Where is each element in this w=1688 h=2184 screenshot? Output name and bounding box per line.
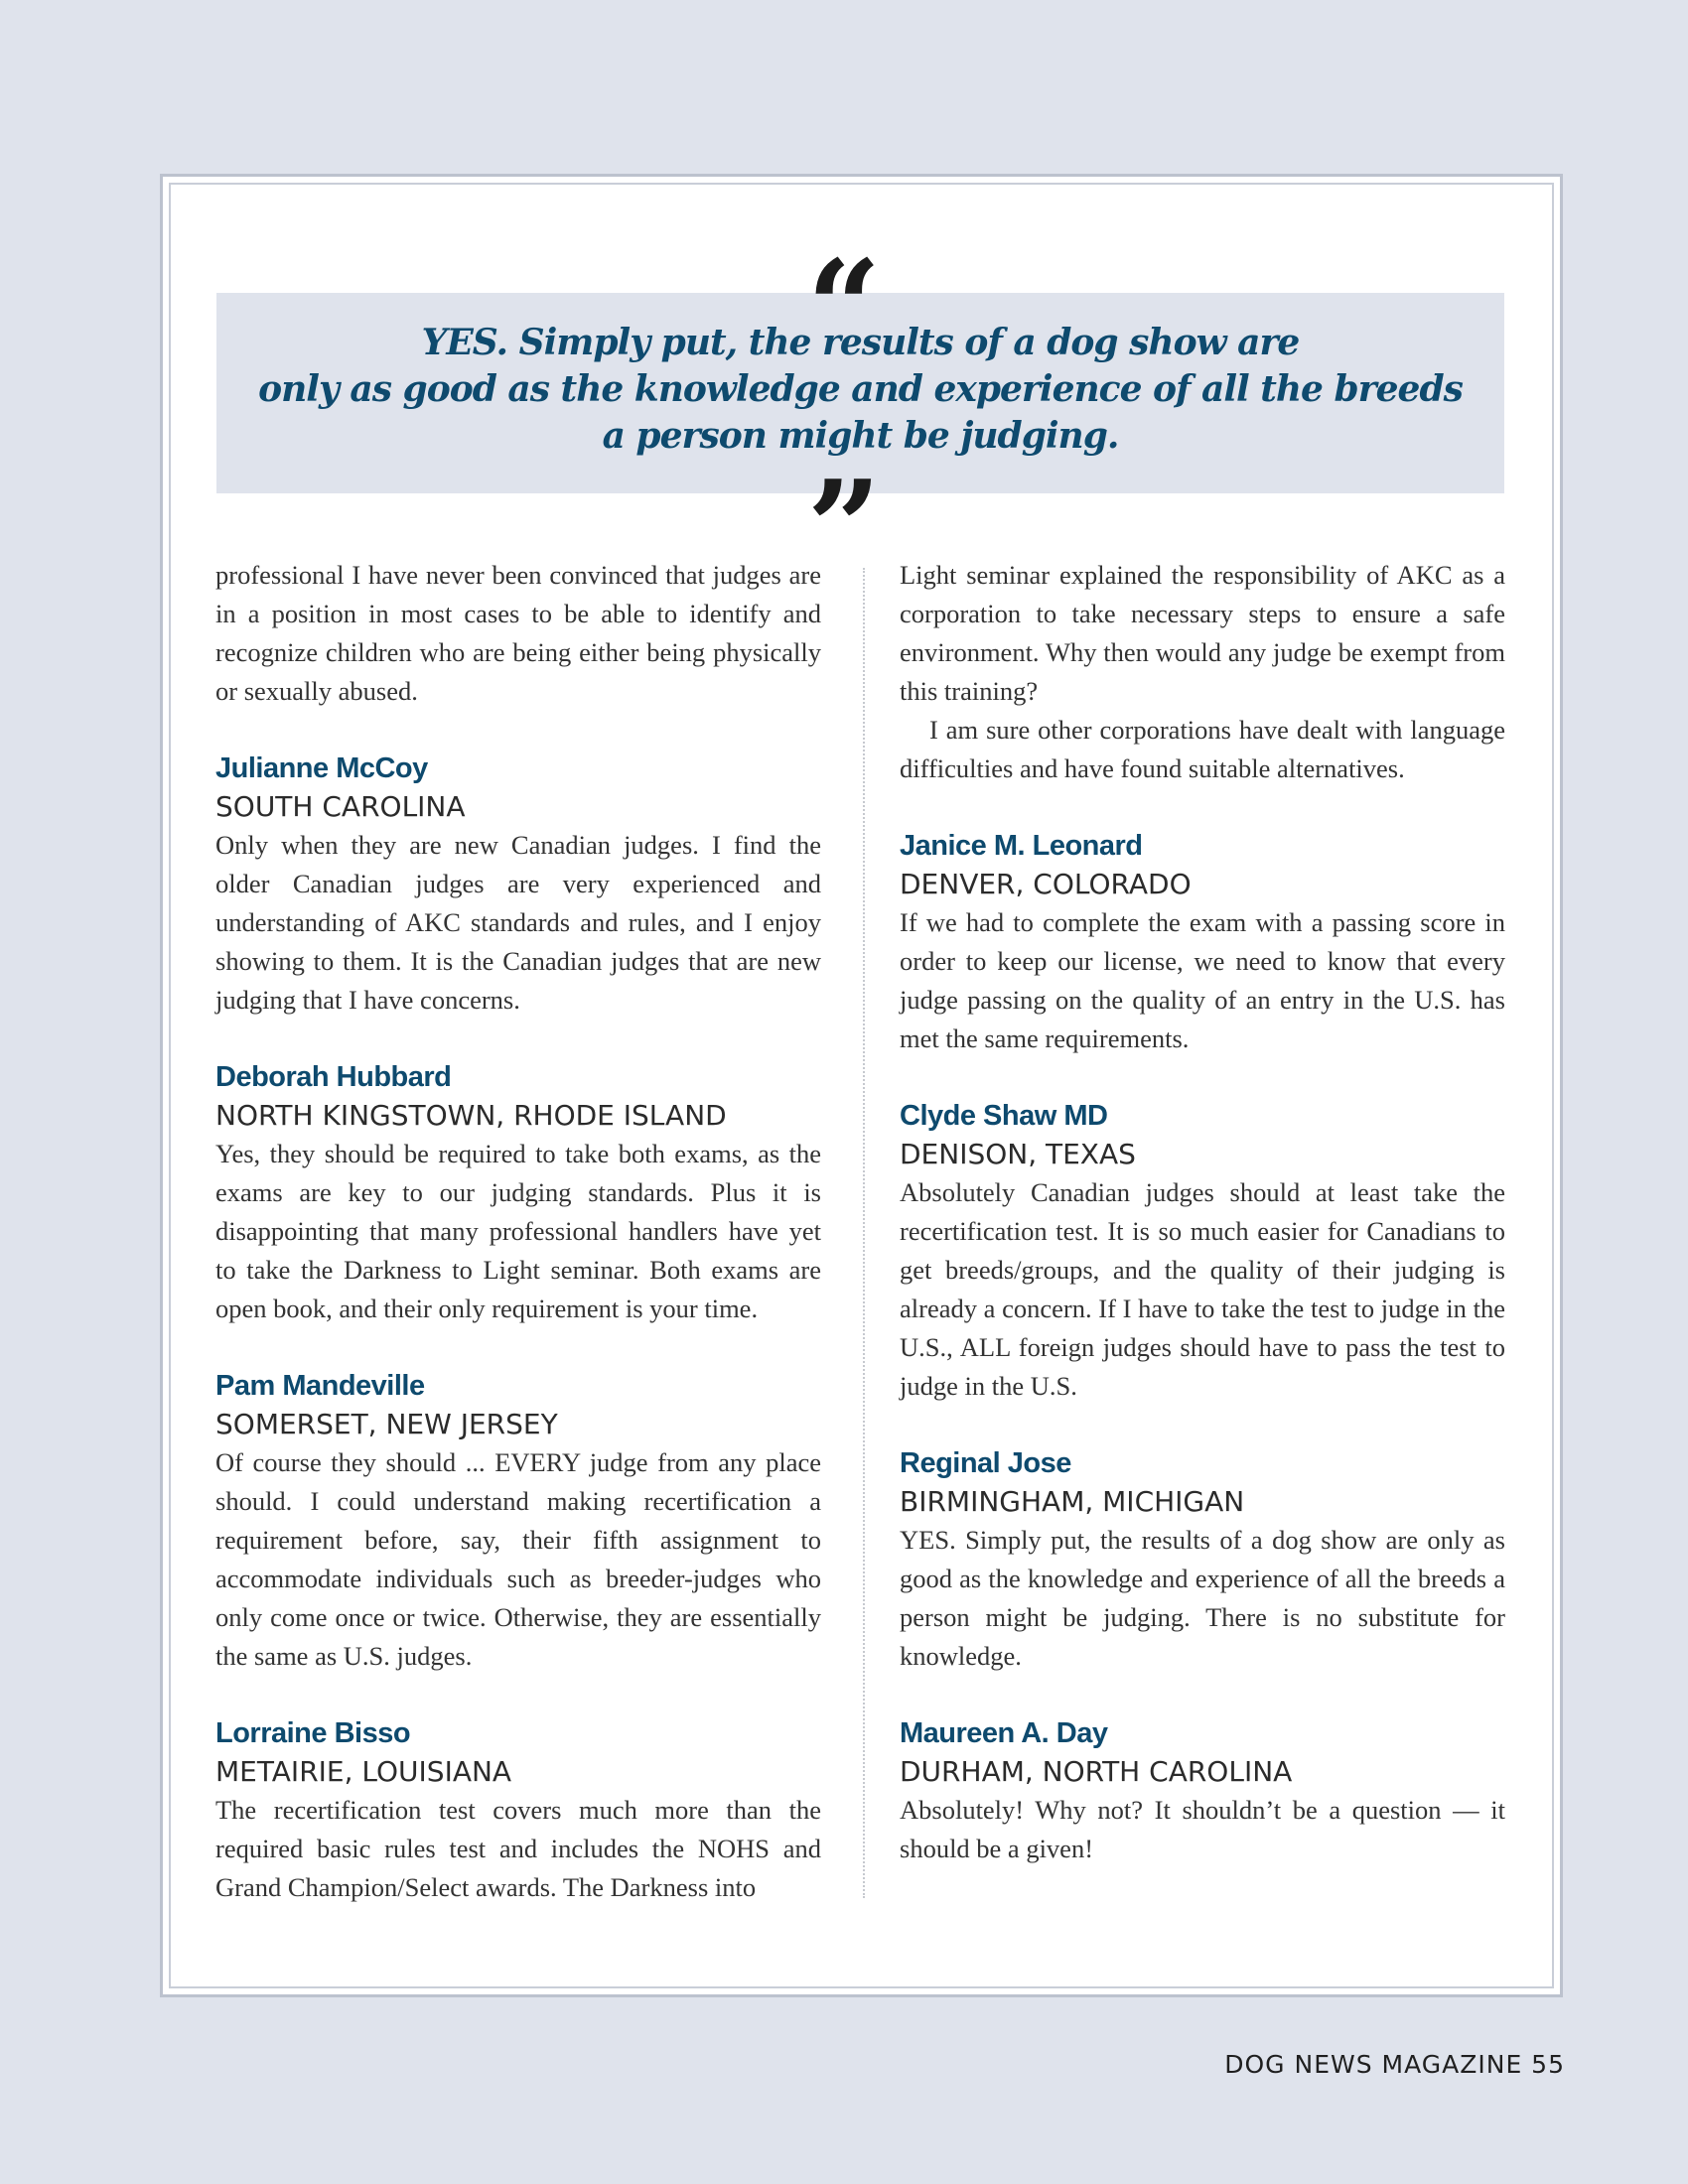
response-text: If we had to complete the exam with a passing score in order to keep our license, we need to know that every judge passing on the quality of an entry in the U.S. has met the same requirements. (900, 907, 1505, 1053)
response-text: Absolutely Canadian judges should at least take the recertification test. It is so much easier for Canadians to get breeds/groups, and the quality of their judging is already a concern. If I have to take the test to judge in the U.S., ALL foreign judges should have to pass the test to judge in the U.S. (900, 1177, 1505, 1401)
respondent-name: Clyde Shaw MD (900, 1100, 1108, 1132)
response-text: Of course they should ... EVERY judge from any place should. I could understand making recertification a requirement before, say, their fifth assignment to accommodate individuals such as breeder-judges who only come once or twice. Otherwise, they are essentially the same as U.S. judges. (215, 1447, 821, 1671)
response-text: Absolutely! Why not? It shouldn’t be a question — it should be a given! (900, 1795, 1505, 1863)
respondent-location: SOMERSET, NEW JERSEY (215, 1408, 558, 1440)
pull-quote-line-2: only as good as the knowledge and experience of all the breeds (258, 368, 1463, 410)
pull-quote-line-3: a person might be judging. (602, 415, 1119, 457)
respondent-location: DENVER, COLORADO (900, 868, 1192, 900)
pull-quote (216, 320, 1504, 460)
response-entry (215, 1714, 821, 1907)
response-entry (900, 1097, 1505, 1406)
respondent-location: DURHAM, NORTH CAROLINA (900, 1755, 1293, 1788)
pull-quote-line-1: YES. Simply put, the results of a dog show are (421, 322, 1300, 363)
column-divider (863, 568, 865, 1898)
response-entry (215, 1058, 821, 1328)
response-entry (900, 1714, 1505, 1868)
response-entry (900, 1444, 1505, 1676)
respondent-name: Deborah Hubbard (215, 1061, 452, 1093)
respondent-name: Pam Mandeville (215, 1370, 425, 1402)
respondent-location: BIRMINGHAM, MICHIGAN (900, 1485, 1245, 1518)
response-text: The recertification test covers much more than the required basic rules test and includes the NOHS and Grand Champion/Select awards. The Darkness into (215, 1795, 821, 1902)
close-quote-icon: ” (806, 452, 882, 604)
left-column (215, 556, 821, 1907)
respondent-name: Janice M. Leonard (900, 830, 1143, 862)
response-entry (215, 1367, 821, 1676)
page-footer: DOG NEWS MAGAZINE 55 (1224, 2050, 1565, 2079)
response-text: Yes, they should be required to take both exams, as the exams are key to our judging standards. Plus it is disappointing that many professional handlers have yet to take the Darkness to Light seminar. Both exams are open book, and their only requirement is your time. (215, 1139, 821, 1323)
response-entry (215, 750, 821, 1020)
respondent-location: SOUTH CAROLINA (215, 790, 466, 823)
right-column (900, 556, 1505, 1868)
response-entry (900, 827, 1505, 1058)
open-quote-icon: “ (806, 231, 882, 383)
continued-paragraph: Light seminar explained the responsibility of AKC as a corporation to take necessary steps to ensure a safe environment. Why then would any judge be exempt from this training? (900, 560, 1505, 706)
response-text: Only when they are new Canadian judges. I find the older Canadian judges are very experienced and understanding of AKC standards and rules, and I enjoy showing to them. It is the Canadian judges that are new judging that I have concerns. (215, 830, 821, 1015)
respondent-name: Lorraine Bisso (215, 1717, 411, 1749)
respondent-location: NORTH KINGSTOWN, RHODE ISLAND (215, 1099, 727, 1132)
respondent-name: Maureen A. Day (900, 1717, 1108, 1749)
continued-paragraph: professional I have never been convinced that judges are in a position in most cases to be able to identify and recognize children who are being either being physically or sexually abused. (215, 560, 821, 706)
response-text: YES. Simply put, the results of a dog show are only as good as the knowledge and experience of all the breeds a person might be judging. There is no substitute for knowledge. (900, 1525, 1505, 1671)
respondent-name: Julianne McCoy (215, 752, 428, 784)
continued-paragraph: I am sure other corporations have dealt with language difficulties and have found suitable alternatives. (900, 715, 1505, 783)
respondent-name: Reginal Jose (900, 1447, 1071, 1479)
respondent-location: DENISON, TEXAS (900, 1138, 1136, 1170)
respondent-location: METAIRIE, LOUISIANA (215, 1755, 512, 1788)
